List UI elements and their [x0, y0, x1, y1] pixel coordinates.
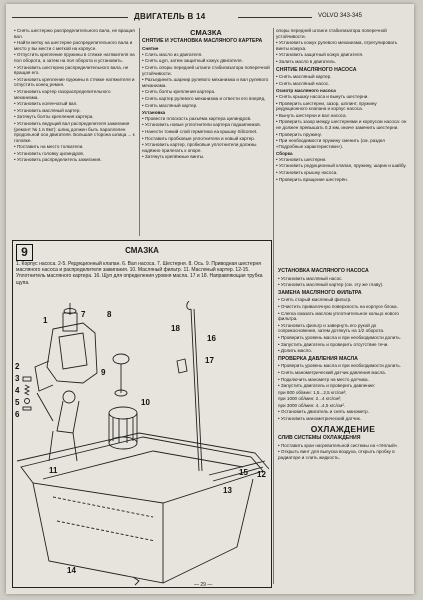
subsection-title: СЛИВ СИСТЕМЫ ОХЛАЖДЕНИЯ: [278, 435, 361, 442]
text-line: • Установить масляный картер (см. эту же главу).: [278, 282, 384, 288]
figure-number: 9: [16, 244, 33, 261]
page-header: [6, 10, 414, 24]
section-title: ОХЛАЖДЕНИЕ: [310, 423, 376, 434]
text-line: • Поставить кран нагревательной системы на «тёплый».: [278, 442, 399, 448]
text-line: • Установить картер газораспределительного механизма.: [14, 88, 111, 100]
header-rule-left: [12, 17, 128, 18]
text-line: • Установить защитный кожух двигателя.: [276, 52, 364, 58]
text-line: • Запустить двигатель и проверить давление:: [278, 383, 376, 389]
column-middle: [142, 28, 270, 161]
text-line: • Проверить уровень масла и при необходимости долить.: [278, 363, 402, 369]
check-heading: Осмотр масляного насоса: [276, 88, 336, 94]
text-line: • Установить фильтр и завернуть его рукой до соприкосновения, затем дотянуть на 1/2 оборота.: [278, 322, 385, 334]
text-line: • Снять щуп, затем защитный кожух двигателя.: [142, 58, 243, 64]
install-heading: Установка: [142, 110, 166, 116]
relief-valve-drawing: [23, 377, 31, 410]
chapter-title: ДВИГАТЕЛЬ В 14: [134, 12, 206, 21]
column-left: [14, 28, 136, 164]
removal-heading: Снятие: [142, 46, 159, 52]
text-line: • Снять масляный картер.: [142, 102, 198, 108]
assembly-heading: Сборка: [276, 151, 293, 157]
text-line: • Затянуть болты крепления картера.: [14, 114, 94, 120]
text-line: • Снять опоры передней штанги стабилизатора поперечной устойчивости.: [142, 64, 270, 76]
text-line: • Поставить на место толкатели.: [14, 144, 84, 150]
subsection-title: УСТАНОВКА МАСЛЯНОГО НАСОСА: [278, 268, 369, 274]
callout-label: 7: [81, 310, 86, 319]
text-line: • Установить крышку насоса.: [276, 170, 338, 176]
text-line: • Установить картер, пробковые уплотнители должны надёжно прилегать к опоре.: [142, 142, 257, 153]
text-line: • Установить кожух рулевого механизма, отрегулировать винты кожуха.: [276, 40, 398, 51]
text-line: • Провести плоскость разъёма картера цилиндров.: [142, 115, 252, 121]
callout-label: 14: [67, 566, 76, 575]
subsection-title: ПРОВЕРКА ДАВЛЕНИЯ МАСЛА: [278, 355, 358, 362]
callout-label: 2: [15, 362, 20, 371]
text-line: • Снять крышку насоса и вынуть шестерни.: [276, 93, 369, 99]
section-title: СМАЗКА: [190, 28, 222, 37]
oil-pan-drawing: [21, 437, 263, 585]
text-line: • Поставить пробковые уплотнители и новый картер.: [142, 135, 256, 141]
column-right-top: [276, 28, 408, 183]
text-line: • Проверить шестерни, зазор, шплинт, пружину редукционного клапана и корпус насоса.: [276, 100, 377, 112]
callout-label: 8: [107, 310, 112, 319]
oil-filter-drawing: [109, 407, 137, 449]
text-line: • Снять манометрический датчик давления масла.: [278, 369, 386, 375]
model-name: VOLVO 343-345: [318, 13, 362, 19]
text-line: • Проверить зазор между шестернями и корпусом насоса: он не должен превышать 0,3 мм, иначе заменить шестерни.: [276, 119, 407, 130]
callout-label: 4: [15, 386, 20, 395]
text-line: • Установить крепление пружины в стяжке натяжителя и отпустить конец ремня.: [14, 76, 135, 88]
text-line: • При необходимости пружину сменить (см. раздел «Подробные характеристики»).: [276, 138, 385, 149]
text-line: • Установить редукционный клапан, пружину, шарик и шайбу.: [276, 163, 407, 169]
column-divider: [139, 28, 140, 236]
text-line: • Установить коленчатый вал.: [14, 101, 78, 107]
subsection-title: СНЯТИЕ МАСЛЯНОГО НАСОСА: [276, 66, 357, 73]
text-line: • Проверить вращение шестерён.: [276, 176, 348, 182]
text-line: при 800 об/мин: 1,5...2,5 кгс/см²;: [278, 389, 347, 395]
text-line: • Разъединить шарнир рулевого механизма и вал рулевого механизма.: [142, 77, 269, 88]
callout-label: 10: [141, 398, 150, 407]
text-line: • Слить масло из двигателя.: [142, 51, 203, 57]
text-line: • Установить ведущий вал распределителя зажигания (ремонт № 1 в 8мт): шлиц должен быть параллелен продольной оси двигателя. Большая сторона шлица ... к головке.: [14, 120, 135, 143]
text-line: • Очистить привалочную поверхность на корпусе блока.: [278, 303, 398, 309]
text-line: • Подключить манометр на место датчика.: [278, 376, 369, 382]
callout-label: 5: [15, 398, 20, 407]
callout-label: 9: [101, 368, 106, 377]
text-line: при 3000 об/мин: 4...4,5 кгс/см².: [278, 402, 346, 408]
column-right-bottom: [278, 266, 408, 462]
drive-gear-drawing: [113, 354, 129, 396]
callout-label: 17: [205, 356, 214, 365]
text-line: • Проверить пружину.: [276, 131, 322, 137]
text-line: • Долить масло.: [278, 348, 313, 354]
text-line: • Отпустить крепление пружины в стяжке натяжителя на пол оборота, а затем на пол оборота и установить.: [14, 52, 135, 63]
text-line: • Нанести тонкий слой герметика на крышку Silicomet.: [142, 128, 258, 134]
text-line: • Установить манометрический датчик.: [278, 416, 362, 422]
column-divider: [273, 28, 274, 584]
page-number: — 29 —: [194, 582, 213, 588]
text-line: • Снять масляный насос.: [276, 80, 330, 86]
text-line: • Установить шестерни.: [276, 156, 327, 162]
text-line: • Вынуть шестерни и вал насоса.: [276, 112, 347, 118]
subsection-title: СНЯТИЕ И УСТАНОВКА МАСЛЯНОГО КАРТЕРА: [142, 37, 263, 44]
figure-title: СМАЗКА: [125, 246, 159, 255]
callout-label: 12: [257, 470, 266, 479]
figure-legend: 1. Корпус насоса. 2-5. Редукционный клапан. 6. Вал насоса. 7. Шестерня. 8. Ось. 9. Приводная шестерня масляного насоса и распределителя зажигания. 10. Масляный фильтр. 11. Масляный картер. 12-15. Уплотнитель масляного картера. 16. Щуп для определения уровня масла. 17 и 18. Направляющая трубка щупа.: [16, 261, 263, 286]
text-line: • Найти метку на шестерне распределительного вала и место у вы мести с меткой на корпусе.: [14, 40, 133, 51]
figure-box: [12, 240, 272, 588]
manual-page: [6, 4, 414, 594]
text-line: • Проверить уровень масла и при необходимости долить.: [278, 334, 402, 340]
callout-label: 18: [171, 324, 180, 333]
text-line: • Открыть винт для выпуска воздуха, открыть пробку в радиаторе и слить жидкость.: [278, 449, 395, 461]
text-line: • Установить новые уплотнители картера подшипников.: [142, 122, 261, 128]
text-line: • Установить распределитель зажигания.: [14, 157, 102, 163]
callout-label: 11: [49, 466, 58, 475]
text-line: опоры передней штанги стабилизатора поперечной устойчивости.: [276, 28, 387, 39]
text-line: • Установить головку цилиндров.: [14, 150, 85, 156]
text-line: • Установить масляный насос.: [278, 275, 343, 281]
lubrication-diagram: [13, 301, 271, 587]
subsection-title: ЗАМЕНА МАСЛЯНОГО ФИЛЬТРА: [278, 289, 362, 296]
callout-label: 6: [15, 410, 20, 419]
text-line: • Слегка смазать маслом уплотнительное кольцо нового фильтра.: [278, 310, 399, 322]
callout-label: 13: [223, 486, 232, 495]
text-line: • Установить шестерню распределительного вала, не вращая его.: [14, 64, 129, 76]
callout-label: 16: [207, 334, 216, 343]
callout-label: 3: [15, 374, 20, 383]
oil-pump-drawing: [35, 303, 97, 461]
text-line: • Установить масляный картер.: [14, 107, 81, 113]
text-line: • Затянуть крепёжные винты.: [142, 154, 205, 160]
text-line: • Остановить двигатель и снять манометр.: [278, 409, 369, 415]
text-line: • Снять старый масляный фильтр.: [278, 297, 352, 303]
text-line: • Снять шестерню распределительного вала, не вращая вал.: [14, 28, 135, 39]
text-line: • Снять болты крепления картера.: [142, 89, 216, 95]
text-line: • Снять масляный картер.: [276, 74, 332, 80]
callout-label: 1: [43, 316, 48, 325]
text-line: • Запустить двигатель и проверить отсутствие течи.: [278, 341, 389, 347]
text-line: • Снять картер рулевого механизма и отвести его вперёд.: [142, 95, 266, 101]
text-line: при 1000 об/мин: 2...4 кгс/см²;: [278, 396, 342, 402]
callout-label: 15: [239, 468, 248, 477]
text-line: • Залить масло в двигатель.: [276, 58, 337, 64]
header-rule-right: [238, 17, 312, 18]
